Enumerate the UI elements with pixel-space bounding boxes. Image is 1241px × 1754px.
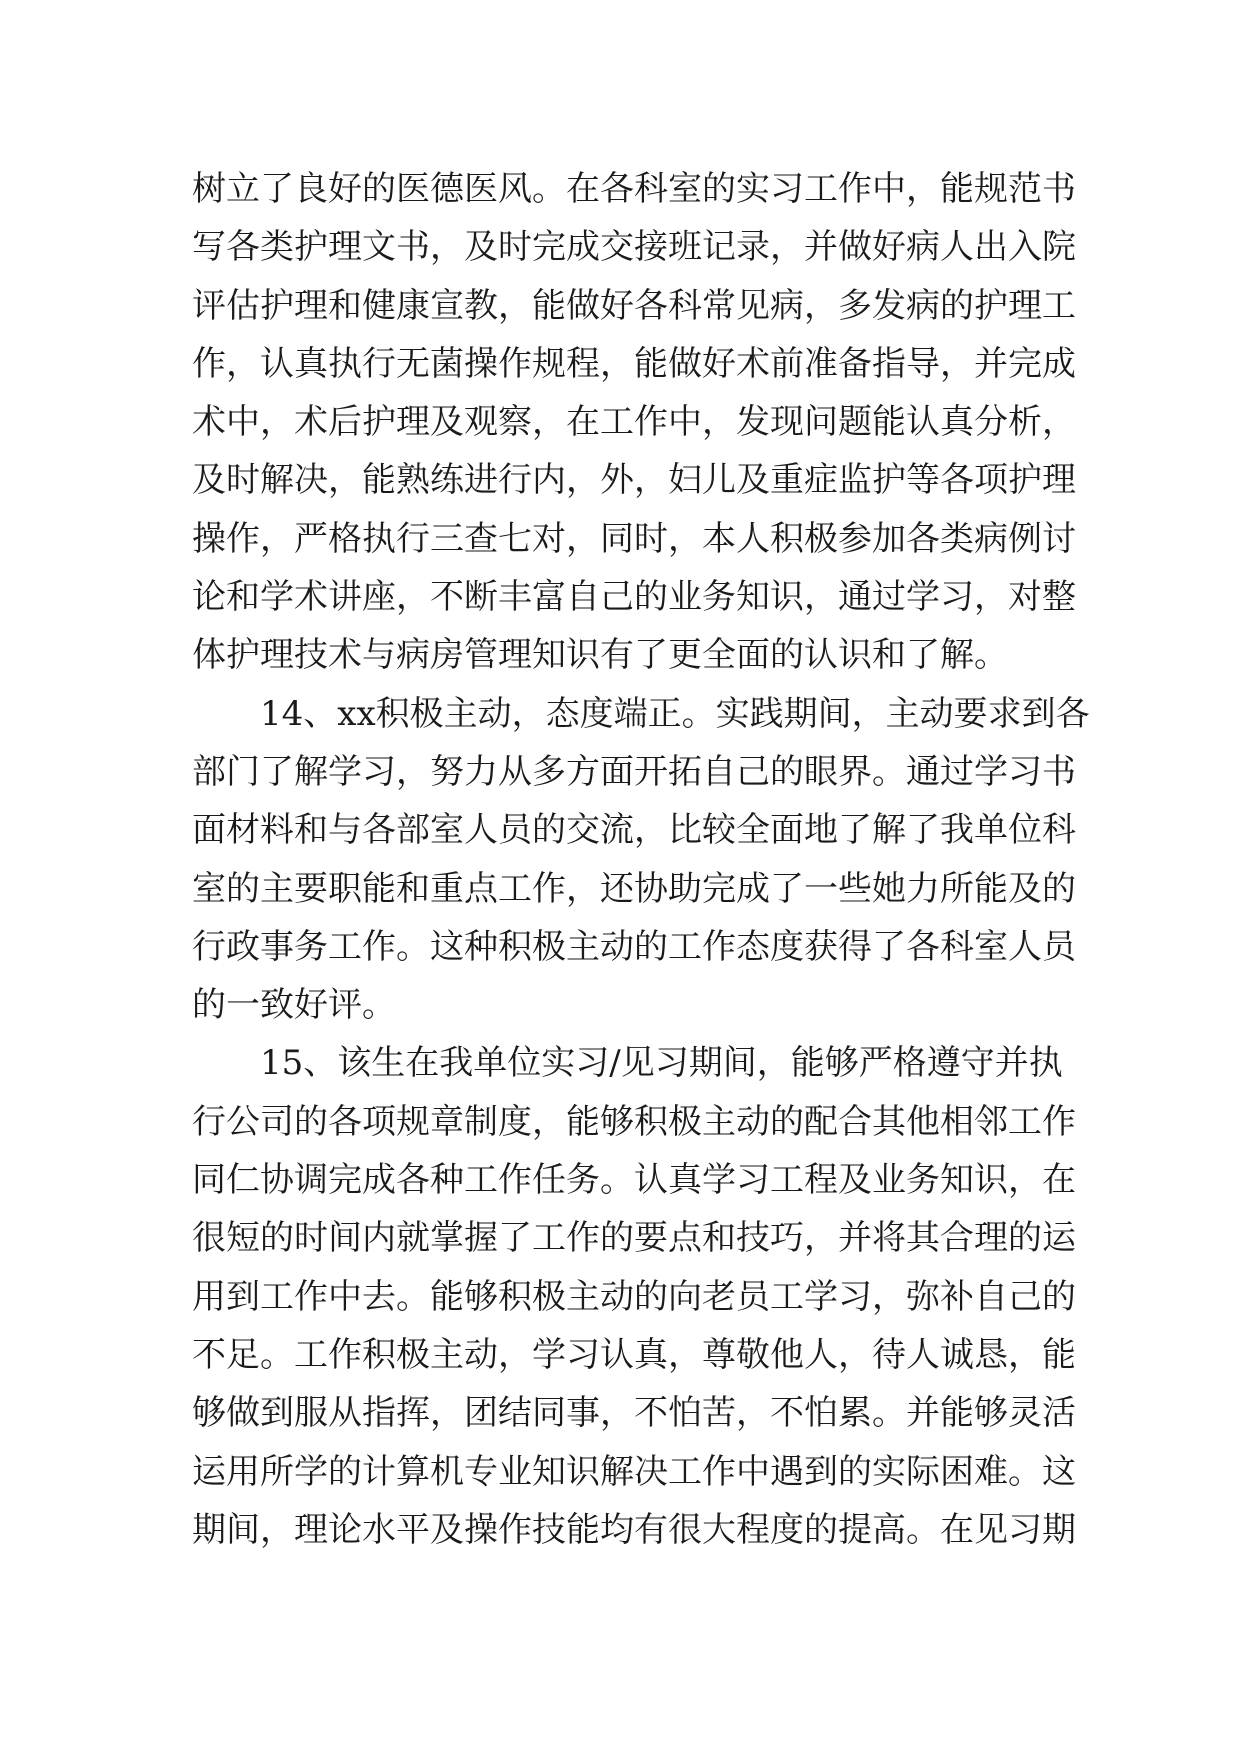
text-line: 室的主要职能和重点工作，还协助完成了一些她力所能及的 (192, 868, 1076, 909)
paragraph-15-first-line: 15、该生在我单位实习/见习期间，能够严格遵守并执 (260, 1043, 1063, 1084)
text-line: 树立了良好的医德医风。在各科室的实习工作中，能规范书 (192, 169, 1076, 209)
text-line: 面材料和与各部室人员的交流，比较全面地了解了我单位科 (192, 810, 1076, 851)
text-line: 运用所学的计算机专业知识解决工作中遇到的实际困难。这 (192, 1451, 1076, 1492)
text-line: 操作，严格执行三查七对，同时，本人积极参加各类病例讨 (192, 518, 1076, 559)
text-line: 写各类护理文书，及时完成交接班记录，并做好病人出入院 (192, 227, 1076, 268)
text-line: 评估护理和健康宣教，能做好各科常见病，多发病的护理工 (192, 285, 1076, 326)
paragraph-end-line: 体护理技术与病房管理知识有了更全面的认识和了解。 (192, 635, 1008, 676)
text-line: 论和学术讲座，不断丰富自己的业务知识，通过学习，对整 (192, 577, 1076, 618)
body-text (192, 160, 1090, 1559)
text-line: 期间，理论水平及操作技能均有很大程度的提高。在见习期 (192, 1509, 1076, 1550)
text-line: 很短的时间内就掌握了工作的要点和技巧，并将其合理的运 (192, 1218, 1076, 1259)
text-line: 行公司的各项规章制度，能够积极主动的配合其他相邻工作 (192, 1101, 1076, 1142)
text-line: 作，认真执行无菌操作规程，能做好术前准备指导，并完成 (192, 343, 1076, 384)
paragraph-end-line: 的一致好评。 (192, 985, 396, 1026)
text-line: 同仁协调完成各种工作任务。认真学习工程及业务知识，在 (192, 1160, 1076, 1201)
text-line: 用到工作中去。能够积极主动的向老员工学习，弥补自己的 (192, 1276, 1076, 1317)
paragraph-14-first-line: 14、xx积极主动，态度端正。实践期间，主动要求到各 (260, 693, 1090, 734)
text-line: 术中，术后护理及观察，在工作中，发现问题能认真分析， (192, 402, 1076, 443)
text-line: 够做到服从指挥，团结同事，不怕苦，不怕累。并能够灵活 (192, 1393, 1076, 1434)
text-line: 部门了解学习，努力从多方面开拓自己的眼界。通过学习书 (192, 751, 1076, 792)
text-line: 不足。工作积极主动，学习认真，尊敬他人，待人诚恳，能 (192, 1334, 1076, 1375)
text-line: 及时解决，能熟练进行内，外，妇儿及重症监护等各项护理 (192, 460, 1076, 501)
text-line: 行政事务工作。这种积极主动的工作态度获得了各科室人员 (192, 926, 1076, 967)
